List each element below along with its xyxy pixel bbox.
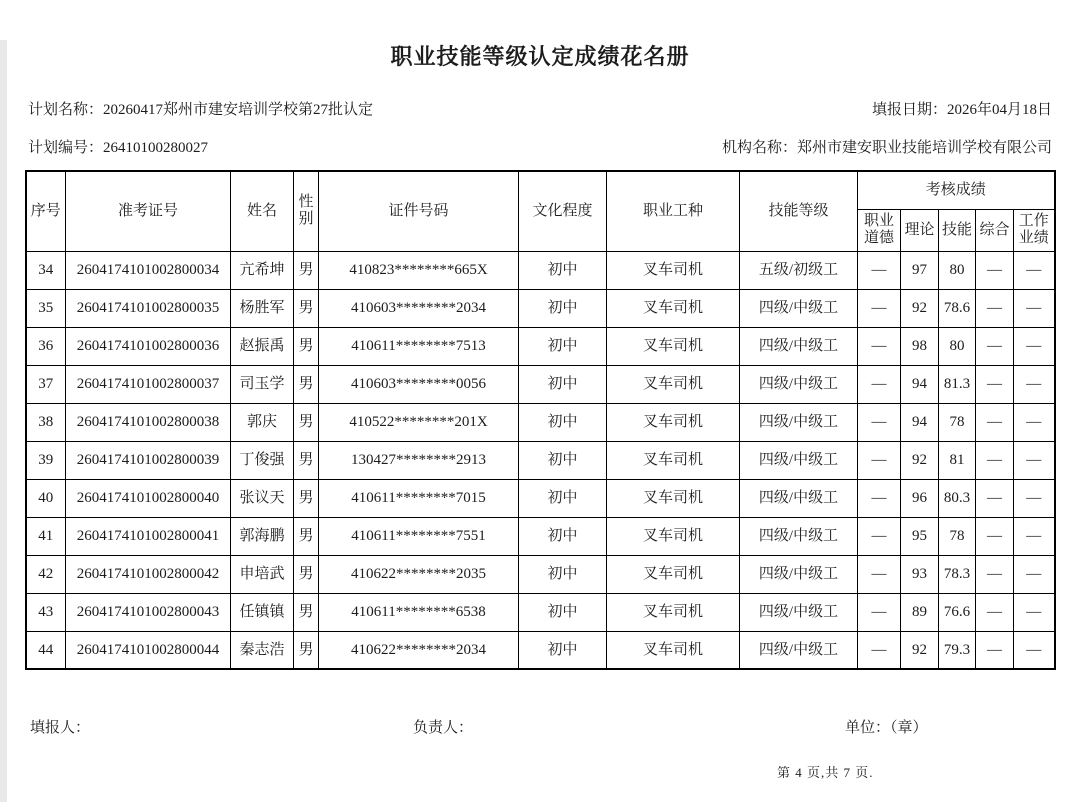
col-header-id-number: 证件号码 bbox=[319, 171, 519, 251]
table-cell: 叉车司机 bbox=[607, 593, 740, 631]
plan-name-label: 计划名称： bbox=[28, 102, 104, 118]
table-cell: 叉车司机 bbox=[607, 327, 740, 365]
table-cell: 四级/中级工 bbox=[740, 517, 858, 555]
table-cell: 男 bbox=[294, 517, 319, 555]
table-cell: 79.3 bbox=[939, 631, 976, 669]
table-cell: 初中 bbox=[519, 593, 607, 631]
table-cell: 2604174101002800044 bbox=[66, 631, 231, 669]
table-cell: — bbox=[1014, 555, 1055, 593]
table-cell: 410603********0056 bbox=[319, 365, 519, 403]
unit-seal-label: 单位：（章） bbox=[845, 720, 928, 736]
table-cell: 130427********2913 bbox=[319, 441, 519, 479]
plan-name bbox=[28, 98, 373, 119]
table-cell: — bbox=[1014, 593, 1055, 631]
col-header-occupation: 职业工种 bbox=[607, 171, 740, 251]
table-cell: 95 bbox=[901, 517, 939, 555]
table-cell: 叉车司机 bbox=[607, 555, 740, 593]
report-date-label: 填报日期： bbox=[871, 102, 947, 118]
table-cell: 初中 bbox=[519, 251, 607, 289]
table-cell: 叉车司机 bbox=[607, 517, 740, 555]
table-cell: 叉车司机 bbox=[607, 365, 740, 403]
table-cell: 92 bbox=[901, 441, 939, 479]
table-cell: 初中 bbox=[519, 289, 607, 327]
table-cell: 男 bbox=[294, 593, 319, 631]
col-header-comprehensive: 综合 bbox=[976, 209, 1014, 251]
table-cell: 98 bbox=[901, 327, 939, 365]
table-cell: — bbox=[976, 517, 1014, 555]
table-cell: 78.3 bbox=[939, 555, 976, 593]
table-cell: 初中 bbox=[519, 441, 607, 479]
table-cell: 丁俊强 bbox=[231, 441, 294, 479]
table-cell: 2604174101002800042 bbox=[66, 555, 231, 593]
table-cell: 初中 bbox=[519, 631, 607, 669]
table-cell: 男 bbox=[294, 441, 319, 479]
table-cell: 93 bbox=[901, 555, 939, 593]
table-row bbox=[26, 631, 1055, 669]
table-cell: 初中 bbox=[519, 555, 607, 593]
table-cell: 94 bbox=[901, 365, 939, 403]
plan-code-value: 26410100280027 bbox=[103, 140, 209, 156]
table-cell: 410611********6538 bbox=[319, 593, 519, 631]
table-row bbox=[26, 403, 1055, 441]
table-cell: 80.3 bbox=[939, 479, 976, 517]
table-cell: 男 bbox=[294, 403, 319, 441]
table-cell: 赵振禹 bbox=[231, 327, 294, 365]
table-cell: 34 bbox=[26, 251, 66, 289]
col-header-work-performance: 工作业绩 bbox=[1014, 209, 1055, 251]
table-cell: — bbox=[858, 251, 901, 289]
table-cell: — bbox=[976, 251, 1014, 289]
table-cell: 初中 bbox=[519, 517, 607, 555]
table-cell: 2604174101002800038 bbox=[66, 403, 231, 441]
table-cell: 叉车司机 bbox=[607, 631, 740, 669]
table-row bbox=[26, 251, 1055, 289]
table-cell: 81 bbox=[939, 441, 976, 479]
table-cell: 四级/中级工 bbox=[740, 403, 858, 441]
table-body bbox=[26, 251, 1055, 669]
meta-row-2 bbox=[0, 136, 1080, 157]
report-date-value: 2026年04月18日 bbox=[946, 102, 1052, 118]
table-cell: 叉车司机 bbox=[607, 441, 740, 479]
col-header-gender: 性别 bbox=[294, 171, 319, 251]
table-cell: — bbox=[976, 289, 1014, 327]
table-row bbox=[26, 593, 1055, 631]
table-cell: — bbox=[1014, 479, 1055, 517]
table-cell: — bbox=[1014, 403, 1055, 441]
table-cell: 96 bbox=[901, 479, 939, 517]
page-number: 第 4 页,共 7 页. bbox=[777, 765, 874, 780]
score-roster-table bbox=[25, 170, 1056, 670]
org-name-label: 机构名称： bbox=[721, 140, 797, 156]
table-cell: 92 bbox=[901, 631, 939, 669]
table-cell: 80 bbox=[939, 327, 976, 365]
col-header-score-group: 考核成绩 bbox=[858, 171, 1055, 209]
filler-label: 填报人： bbox=[30, 720, 91, 736]
table-cell: 44 bbox=[26, 631, 66, 669]
table-cell: — bbox=[976, 327, 1014, 365]
table-cell: 四级/中级工 bbox=[740, 631, 858, 669]
table-cell: 司玉学 bbox=[231, 365, 294, 403]
plan-code-label: 计划编号： bbox=[28, 140, 104, 156]
table-cell: 男 bbox=[294, 365, 319, 403]
table-cell: — bbox=[1014, 517, 1055, 555]
report-date bbox=[872, 98, 1052, 119]
table-cell: 四级/中级工 bbox=[740, 327, 858, 365]
table-row bbox=[26, 365, 1055, 403]
table-cell: 410603********2034 bbox=[319, 289, 519, 327]
table-cell: 四级/中级工 bbox=[740, 479, 858, 517]
table-cell: 叉车司机 bbox=[607, 289, 740, 327]
table-cell: 2604174101002800037 bbox=[66, 365, 231, 403]
col-header-ethics: 职业道德 bbox=[858, 209, 901, 251]
table-cell: 410611********7513 bbox=[319, 327, 519, 365]
table-cell: 2604174101002800036 bbox=[66, 327, 231, 365]
table-cell: 40 bbox=[26, 479, 66, 517]
table-cell: 四级/中级工 bbox=[740, 441, 858, 479]
table-cell: 男 bbox=[294, 631, 319, 669]
table-cell: — bbox=[976, 365, 1014, 403]
table-cell: — bbox=[976, 403, 1014, 441]
page-edge bbox=[0, 40, 7, 802]
table-row bbox=[26, 555, 1055, 593]
table-cell: — bbox=[976, 479, 1014, 517]
table-cell: 410823********665X bbox=[319, 251, 519, 289]
table-cell: 2604174101002800040 bbox=[66, 479, 231, 517]
table-cell: 410522********201X bbox=[319, 403, 519, 441]
table-cell: 秦志浩 bbox=[231, 631, 294, 669]
table-row bbox=[26, 441, 1055, 479]
table-cell: 78 bbox=[939, 403, 976, 441]
table-cell: 初中 bbox=[519, 365, 607, 403]
table-cell: 80 bbox=[939, 251, 976, 289]
table-cell: 39 bbox=[26, 441, 66, 479]
table-cell: — bbox=[858, 441, 901, 479]
table-cell: 初中 bbox=[519, 327, 607, 365]
table-cell: — bbox=[976, 593, 1014, 631]
table-cell: — bbox=[1014, 327, 1055, 365]
table-header bbox=[26, 171, 1055, 251]
table-header-row-1 bbox=[26, 171, 1055, 209]
table-cell: 任镇镇 bbox=[231, 593, 294, 631]
table-cell: 初中 bbox=[519, 479, 607, 517]
table-cell: 410611********7551 bbox=[319, 517, 519, 555]
col-header-education: 文化程度 bbox=[519, 171, 607, 251]
table-cell: 叉车司机 bbox=[607, 479, 740, 517]
table-cell: — bbox=[858, 289, 901, 327]
table-row bbox=[26, 479, 1055, 517]
table-cell: — bbox=[976, 555, 1014, 593]
table-cell: 76.6 bbox=[939, 593, 976, 631]
table-row bbox=[26, 517, 1055, 555]
table-cell: 初中 bbox=[519, 403, 607, 441]
col-header-seq: 序号 bbox=[26, 171, 66, 251]
table-cell: — bbox=[1014, 365, 1055, 403]
table-cell: — bbox=[1014, 441, 1055, 479]
page-title: 职业技能等级认定成绩花名册 bbox=[390, 44, 690, 69]
table-cell: 410622********2034 bbox=[319, 631, 519, 669]
table-cell: 35 bbox=[26, 289, 66, 327]
col-header-level: 技能等级 bbox=[740, 171, 858, 251]
table-cell: 81.3 bbox=[939, 365, 976, 403]
table-cell: 男 bbox=[294, 327, 319, 365]
table-cell: — bbox=[1014, 251, 1055, 289]
table-cell: 37 bbox=[26, 365, 66, 403]
table-cell: — bbox=[1014, 631, 1055, 669]
table-cell: 男 bbox=[294, 251, 319, 289]
table-cell: 43 bbox=[26, 593, 66, 631]
table-cell: 36 bbox=[26, 327, 66, 365]
table-cell: — bbox=[976, 631, 1014, 669]
table-cell: 2604174101002800034 bbox=[66, 251, 231, 289]
table-cell: 四级/中级工 bbox=[740, 555, 858, 593]
manager-label: 负责人： bbox=[413, 720, 474, 736]
table-cell: — bbox=[858, 555, 901, 593]
table-cell: 郭海鹏 bbox=[231, 517, 294, 555]
col-header-name: 姓名 bbox=[231, 171, 294, 251]
table-cell: 2604174101002800043 bbox=[66, 593, 231, 631]
table-cell: — bbox=[858, 593, 901, 631]
table-cell: — bbox=[1014, 289, 1055, 327]
table-cell: 亢希坤 bbox=[231, 251, 294, 289]
table-cell: 叉车司机 bbox=[607, 403, 740, 441]
table-cell: 四级/中级工 bbox=[740, 289, 858, 327]
meta-row-1 bbox=[0, 98, 1080, 119]
table-cell: 男 bbox=[294, 289, 319, 327]
col-header-ticket: 准考证号 bbox=[66, 171, 231, 251]
table-cell: 78 bbox=[939, 517, 976, 555]
table-cell: — bbox=[858, 479, 901, 517]
table-cell: 38 bbox=[26, 403, 66, 441]
table-cell: 78.6 bbox=[939, 289, 976, 327]
col-header-theory: 理论 bbox=[901, 209, 939, 251]
table-cell: 四级/中级工 bbox=[740, 593, 858, 631]
table-cell: 2604174101002800035 bbox=[66, 289, 231, 327]
table-cell: 89 bbox=[901, 593, 939, 631]
table-cell: 94 bbox=[901, 403, 939, 441]
table-cell: — bbox=[976, 441, 1014, 479]
org-name bbox=[722, 136, 1052, 157]
table-cell: 叉车司机 bbox=[607, 251, 740, 289]
table-cell: 申培武 bbox=[231, 555, 294, 593]
table-cell: — bbox=[858, 365, 901, 403]
table-cell: 2604174101002800039 bbox=[66, 441, 231, 479]
table-cell: 42 bbox=[26, 555, 66, 593]
table-cell: 41 bbox=[26, 517, 66, 555]
col-header-skill: 技能 bbox=[939, 209, 976, 251]
table-cell: — bbox=[858, 517, 901, 555]
table-row bbox=[26, 289, 1055, 327]
table-cell: 2604174101002800041 bbox=[66, 517, 231, 555]
table-cell: 97 bbox=[901, 251, 939, 289]
table-cell: — bbox=[858, 403, 901, 441]
plan-code bbox=[28, 136, 208, 157]
table-cell: 410611********7015 bbox=[319, 479, 519, 517]
table-cell: 郭庆 bbox=[231, 403, 294, 441]
table-cell: 张议天 bbox=[231, 479, 294, 517]
table-cell: 杨胜军 bbox=[231, 289, 294, 327]
table-cell: 五级/初级工 bbox=[740, 251, 858, 289]
table-cell: 四级/中级工 bbox=[740, 365, 858, 403]
table-cell: — bbox=[858, 327, 901, 365]
table-cell: 92 bbox=[901, 289, 939, 327]
org-name-value: 郑州市建安职业技能培训学校有限公司 bbox=[796, 140, 1052, 156]
table-cell: 410622********2035 bbox=[319, 555, 519, 593]
plan-name-value: 20260417郑州市建安培训学校第27批认定 bbox=[103, 102, 374, 118]
table-cell: — bbox=[858, 631, 901, 669]
table-cell: 男 bbox=[294, 555, 319, 593]
table-row bbox=[26, 327, 1055, 365]
table-cell: 男 bbox=[294, 479, 319, 517]
